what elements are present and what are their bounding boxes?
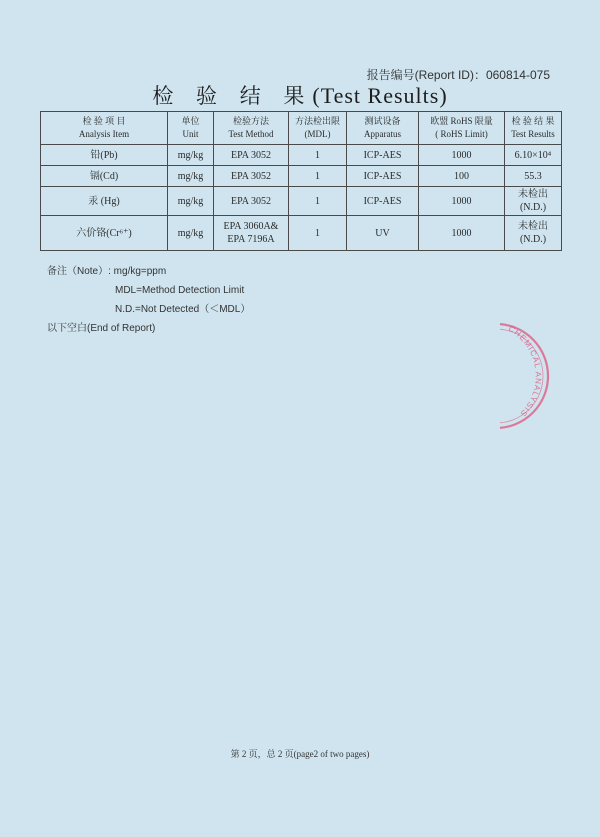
method-line-1: EPA 3060A& [223,221,279,232]
note-line: MDL=Method Detection Limit [115,285,245,296]
report-id: 报告编号(Report ID)：060814-075 [366,68,550,82]
header-unit: 单位 Unit [168,112,214,145]
cell-unit: mg/kg [168,216,214,251]
cell-unit: mg/kg [168,166,214,187]
method-line-2: EPA 7196A [227,234,275,245]
title-en: (Test Results) [312,83,448,108]
cell-result: 未检出 (N.D.) [505,216,562,251]
cell-apparatus: UV [347,216,419,251]
cell-limit: 1000 [419,145,505,166]
note-line: N.D.=Not Detected（＜MDL） [115,304,251,315]
cell-item: 镉(Cd) [41,166,168,187]
end-of-report: 以下空白(End of Report) [47,323,156,334]
results-table [40,111,562,251]
cell-result: 未检出 (N.D.) [505,187,562,216]
cell-mdl: 1 [289,166,347,187]
cell-result: 6.10×10⁴ [505,145,562,166]
page-title [0,80,600,110]
cell-mdl: 1 [289,145,347,166]
cell-mdl: 1 [289,216,347,251]
cell-limit: 1000 [419,187,505,216]
cell-item: 六价铬(Cr⁶⁺) [41,216,168,251]
note-line: 备注（Note）: mg/kg=ppm [47,266,167,277]
cell-limit: 1000 [419,216,505,251]
cell-method: EPA 3052 [214,145,289,166]
cell-unit: mg/kg [168,145,214,166]
cell-mdl: 1 [289,187,347,216]
cell-apparatus: ICP-AES [347,166,419,187]
cell-method: EPA 3052 [214,166,289,187]
header-mdl: 方法检出限 (MDL) [289,112,347,145]
cell-item: 汞 (Hg) [41,187,168,216]
table-row [41,187,562,216]
notes [47,262,250,338]
cell-method: EPA 3052 [214,187,289,216]
cell-limit: 100 [419,166,505,187]
header-analysis-item: 检 验 项 目 Analysis Item [41,112,168,145]
header-rohs-limit: 欧盟 RoHS 限量 ( RoHS Limit) [419,112,505,145]
header-test-method: 检验方法 Test Method [214,112,289,145]
table-row [41,145,562,166]
header-test-results: 检 验 结 果 Test Results [505,112,562,145]
svg-text:CHEMICAL ANALYSIS [507,324,543,419]
table-header-row [41,112,562,145]
cell-unit: mg/kg [168,187,214,216]
page-footer: 第 2 页，总 2 页(page2 of two pages) [230,749,370,759]
stamp-text: CHEMICAL ANALYSIS [506,323,543,419]
header-apparatus: 测试设备 Apparatus [347,112,419,145]
cell-method [214,216,289,251]
cell-apparatus: ICP-AES [347,187,419,216]
cell-item: 铅(Pb) [41,145,168,166]
cell-apparatus: ICP-AES [347,145,419,166]
cell-result: 55.3 [505,166,562,187]
table-row [41,216,562,251]
title-zh: 检 验 结 果 [152,84,313,108]
table-row [41,166,562,187]
seal-stamp [500,318,560,433]
